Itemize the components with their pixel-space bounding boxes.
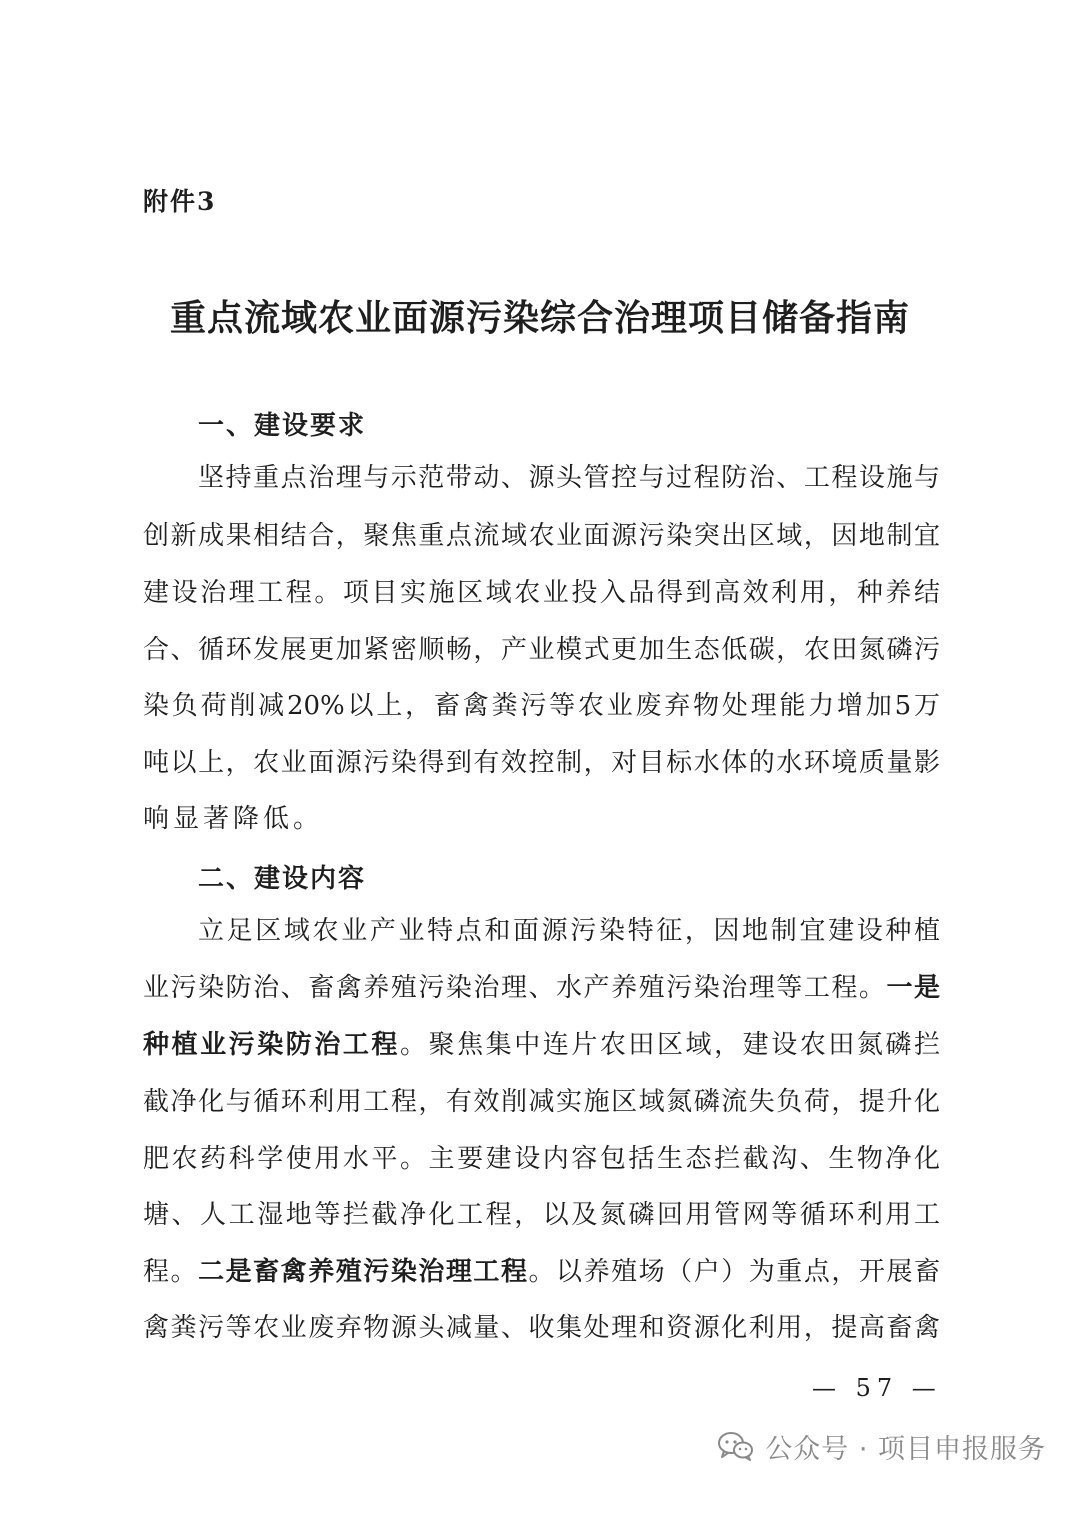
paragraph-line: 塘、人工湿地等拦截净化工程，以及氮磷回用管网等循环利用工 [143,1200,940,1230]
paragraph-line: 禽粪污等农业废弃物源头减量、收集处理和资源化利用，提高畜禽 [143,1313,940,1343]
bold-lead: 一是 [886,973,940,1003]
bold-subheading: 二是畜禽养殖污染治理工程 [198,1257,529,1287]
paragraph-line: 肥农药科学使用水平。主要建设内容包括生态拦截沟、生物净化 [143,1144,940,1174]
paragraph-line: 染负荷削减20%以上，畜禽粪污等农业废弃物处理能力增加5万 [143,691,940,721]
paragraph-line: 截净化与循环利用工程，有效削减实施区域氮磷流失负荷，提升化 [143,1087,940,1117]
paragraph-text: 程。 [143,1257,199,1287]
paragraph-line: 响显著降低。 [143,804,324,834]
page-number: — 57 — [812,1374,942,1402]
section-heading-content: 二、建设内容 [198,864,367,894]
paragraph-text: 业污染防治、畜禽养殖污染治理、水产养殖污染治理等工程。 [143,973,887,1003]
paragraph-line: 坚持重点治理与示范带动、源头管控与过程防治、工程设施与 [198,463,940,493]
paragraph-line: 吨以上，农业面源污染得到有效控制，对目标水体的水环境质量影 [143,748,940,778]
paragraph-line: 创新成果相结合，聚焦重点流域农业面源污染突出区域，因地制宜 [143,521,940,551]
watermark [717,1423,1046,1469]
bold-subheading: 种植业污染防治工程 [143,1030,400,1060]
watermark-text: 公众号 · 项目申报服务 [765,1433,1046,1465]
paragraph-text: 。以养殖场（户）为重点，开展畜 [528,1257,940,1287]
paragraph-text: 。聚焦集中连片农田区域，建设农田氮磷拦 [400,1030,940,1060]
paragraph-line: 立足区域农业产业特点和面源污染特征，因地制宜建设种植 [198,916,940,946]
paragraph-line: 合、循环发展更加紧密顺畅，产业模式更加生态低碳，农田氮磷污 [143,635,940,665]
paragraph-line: 建设治理工程。项目实施区域农业投入品得到高效利用，种养结 [143,578,940,608]
document-title: 重点流域农业面源污染综合治理项目储备指南 [169,297,910,339]
wechat-icon [717,1430,755,1462]
section-heading-requirements: 一、建设要求 [198,411,367,441]
paragraph-line [143,1257,940,1287]
paragraph-line [143,1030,940,1060]
paragraph-line [143,973,940,1003]
attachment-label: 附件3 [143,187,217,216]
